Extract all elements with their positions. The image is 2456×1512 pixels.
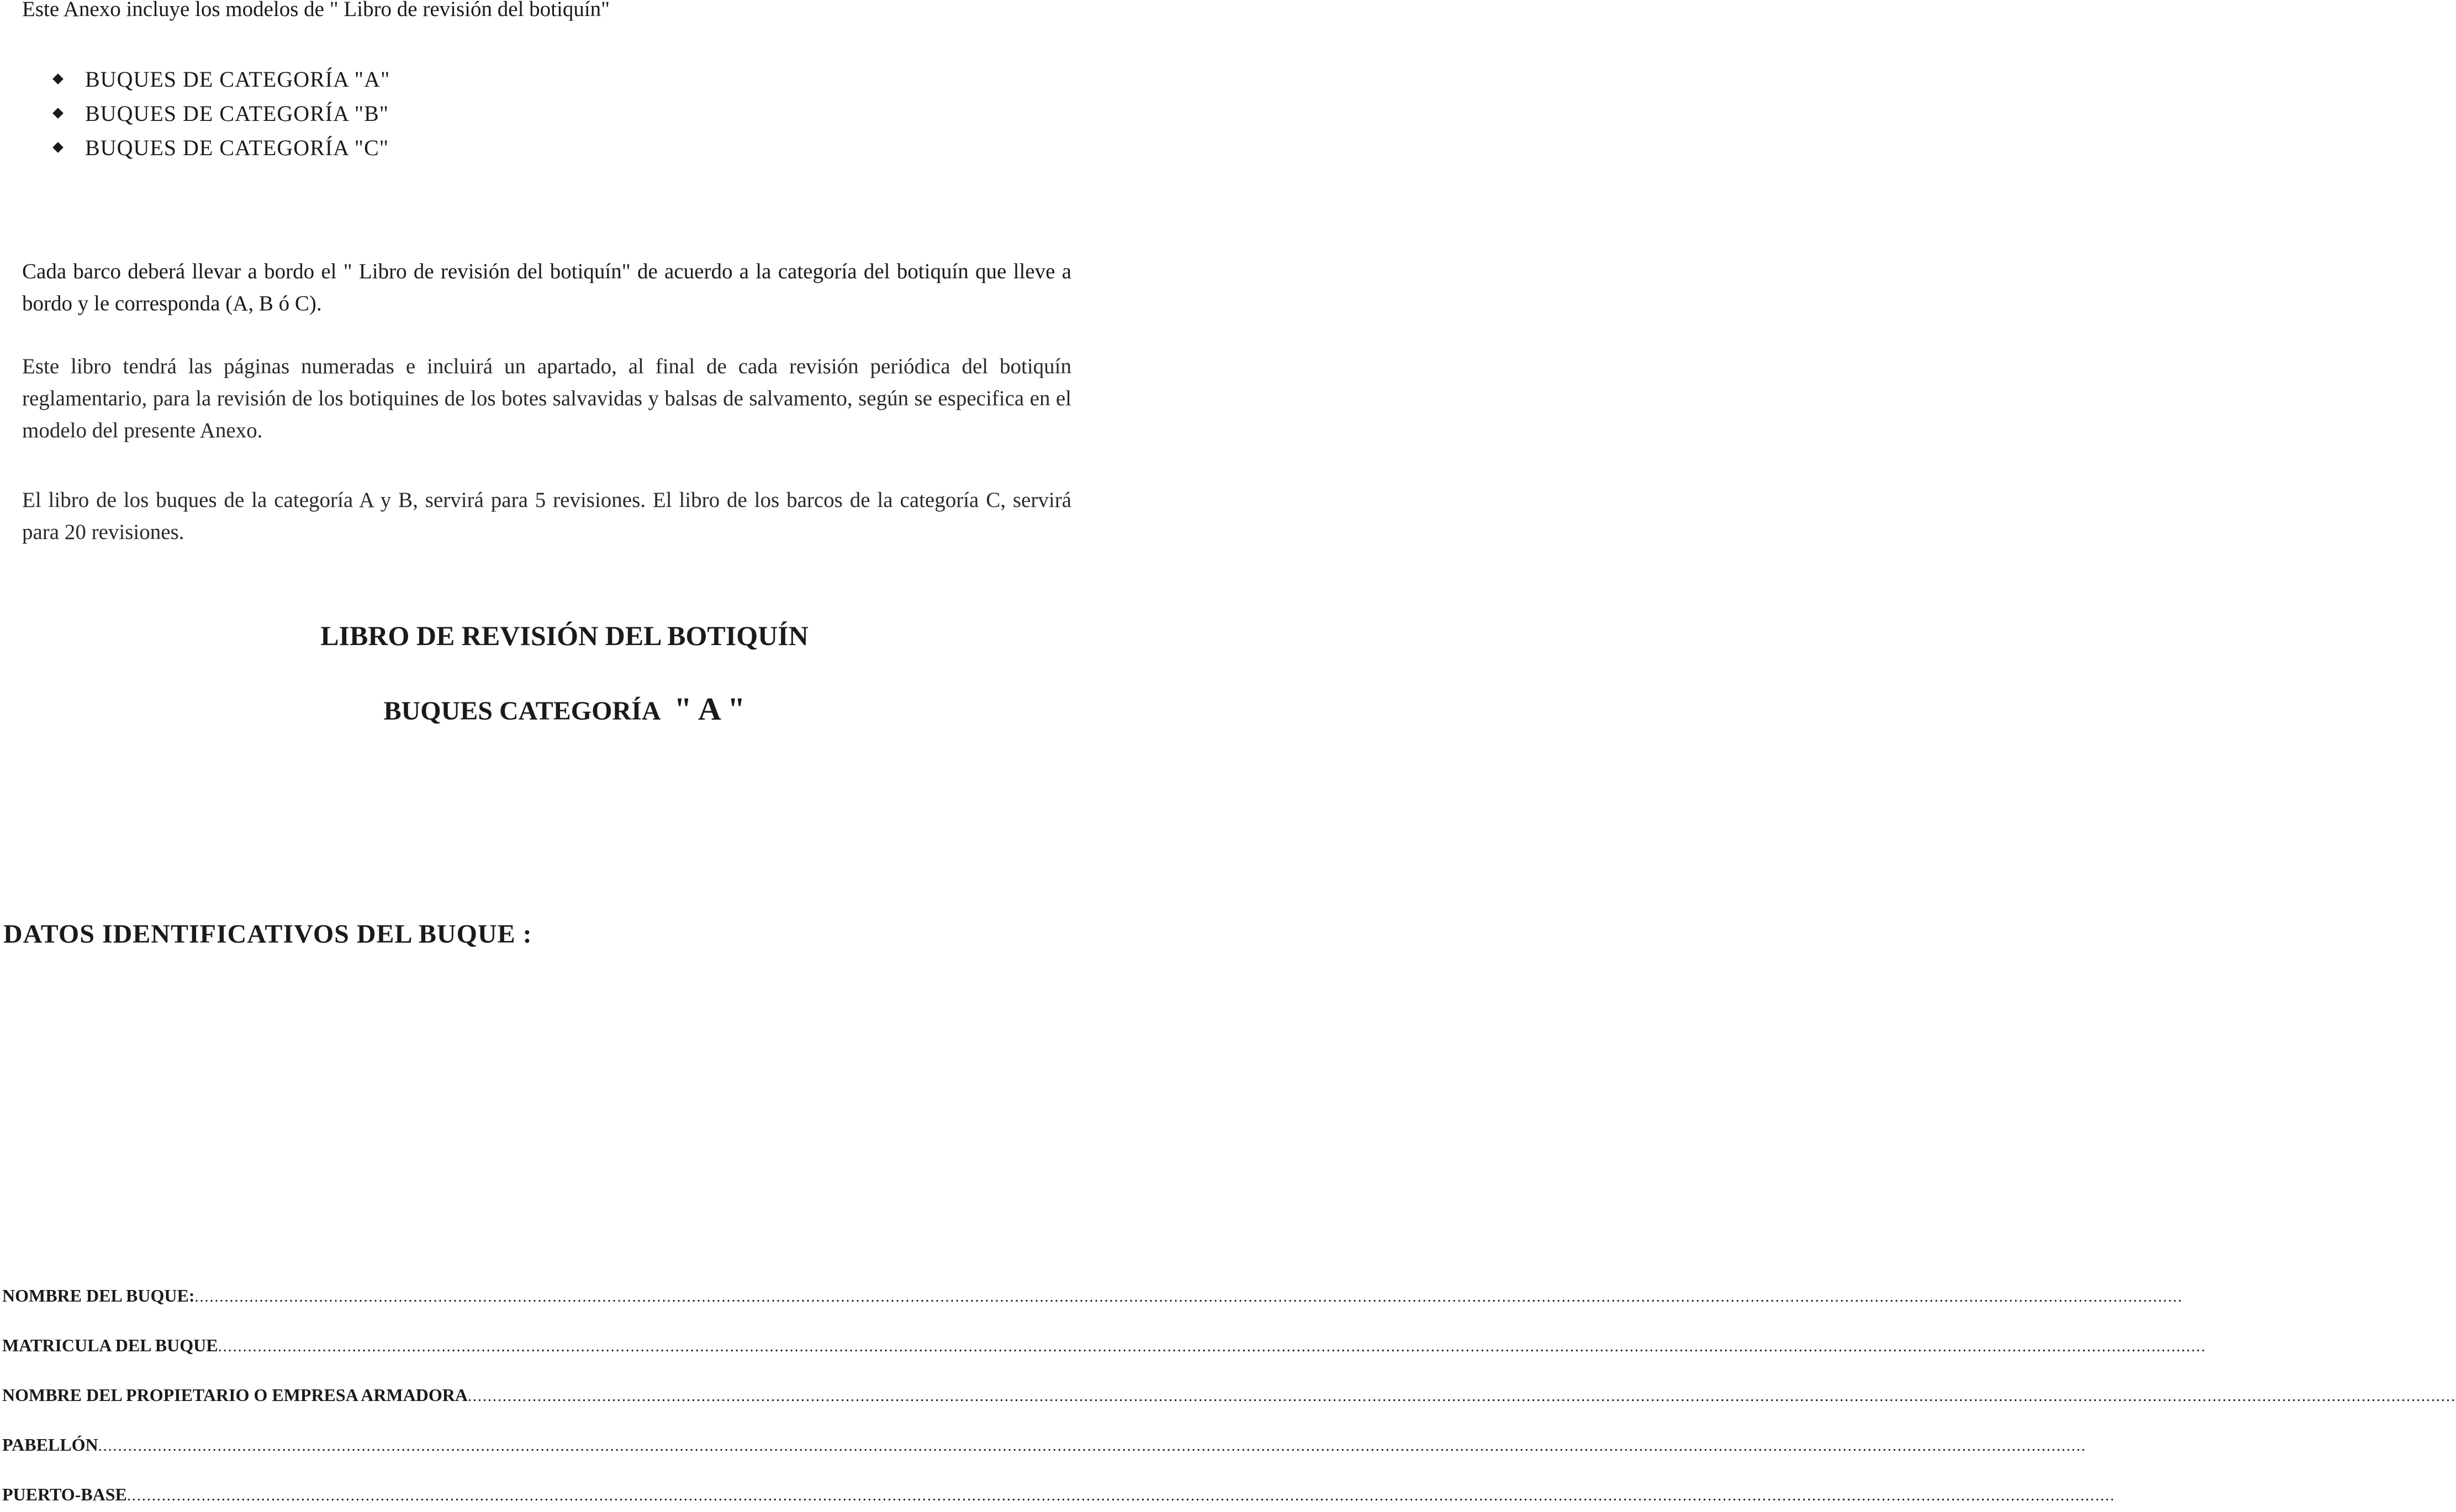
- category-label: BUQUES DE CATEGORÍA "C": [85, 135, 389, 160]
- category-list-item: [54, 130, 390, 165]
- diamond-bullet-icon: [52, 73, 64, 84]
- diamond-bullet-icon: [52, 142, 64, 153]
- category-label: BUQUES DE CATEGORÍA "A": [85, 66, 390, 92]
- book-title: LIBRO DE REVISIÓN DEL BOTIQUÍN: [320, 620, 809, 651]
- fill-in-line: ................................................................................................................................................................................................................................................................................................................................................................................................................: [194, 1288, 2183, 1305]
- owner-company-field[interactable]: [2, 1385, 2456, 1413]
- field-label: PABELLÓN: [2, 1435, 98, 1455]
- home-port-field[interactable]: [2, 1484, 2115, 1512]
- fill-in-line: ................................................................................................................................................................................................................................................................................................................................................................................................................: [98, 1437, 2087, 1455]
- ship-registration-field[interactable]: [2, 1335, 2206, 1363]
- intro-text: Este Anexo incluye los modelos de " Libro de revisión del botiquín": [22, 0, 610, 21]
- paragraph-page-numbering: Este libro tendrá las páginas numeradas e incluirá un apartado, al final de cada revisión periódica del botiquín reglamentario, para la revisión de los botiquines de los botes salvavidas y balsas de salvamento, según se especifica en el modelo del presente Anexo.: [22, 355, 1071, 442]
- category-title-prefix: BUQUES CATEGORÍA: [383, 696, 661, 726]
- field-label: PUERTO-BASE: [2, 1484, 127, 1504]
- ship-name-field[interactable]: [2, 1286, 2183, 1313]
- category-label: BUQUES DE CATEGORÍA "B": [85, 101, 389, 126]
- category-list-item: [54, 96, 390, 130]
- flag-field[interactable]: [2, 1435, 2087, 1462]
- category-list: [54, 62, 390, 165]
- paragraph-onboard-requirement: Cada barco deberá llevar a bordo el " Libro de revisión del botiquín" de acuerdo a la categoría del botiquín que lleve a bordo y le corresponda (A, B ó C).: [22, 260, 1071, 315]
- field-label: MATRICULA DEL BUQUE: [2, 1335, 218, 1355]
- category-list-item: [54, 62, 390, 96]
- category-title: [0, 690, 1129, 727]
- diamond-bullet-icon: [52, 108, 64, 119]
- category-title-letter: " A ": [674, 691, 746, 727]
- field-label: NOMBRE DEL BUQUE:: [2, 1286, 195, 1305]
- paragraph-revision-count: El libro de los buques de la categoría A y B, servirá para 5 revisiones. El libro de los barcos de la categoría C, servirá para 20 revisiones.: [22, 488, 1071, 544]
- field-label: NOMBRE DEL PROPIETARIO O EMPRESA ARMADORA: [2, 1385, 468, 1405]
- fill-in-line: ................................................................................................................................................................................................................................................................................................................................................................................................................: [218, 1338, 2206, 1355]
- fill-in-line: ................................................................................................................................................................................................................................................................................................................................................................................................................: [468, 1388, 2456, 1405]
- section-heading: DATOS IDENTIFICATIVOS DEL BUQUE :: [3, 919, 532, 949]
- fill-in-line: ................................................................................................................................................................................................................................................................................................................................................................................................................: [126, 1487, 2115, 1504]
